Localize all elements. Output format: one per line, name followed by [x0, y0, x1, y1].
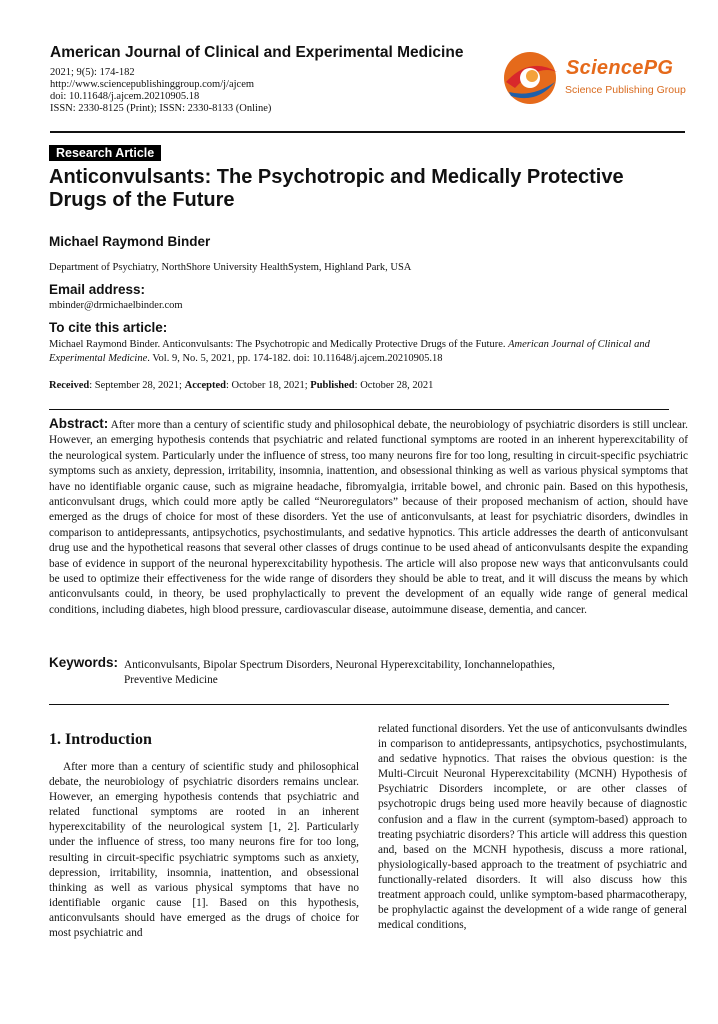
received-label: Received	[49, 380, 90, 391]
published-label: Published	[310, 380, 355, 391]
logo-subtitle: Science Publishing Group	[565, 84, 686, 96]
published-date: : October 28, 2021	[354, 380, 434, 391]
abstract-label: Abstract:	[49, 416, 109, 431]
citation-prefix: Michael Raymond Binder. Anticonvulsants: The Psychotropic and Medically Protective Drugs of the Future.	[49, 339, 509, 350]
abstract-block	[49, 416, 688, 618]
journal-title: American Journal of Clinical and Experimental Medicine	[50, 44, 464, 61]
citation-suffix: . Vol. 9, No. 5, 2021, pp. 174-182. doi: 10.11648/j.ajcem.20210905.18	[147, 353, 443, 364]
introduction-heading: 1. Introduction	[49, 731, 152, 748]
author-name: Michael Raymond Binder	[49, 234, 211, 249]
accepted-date: : October 18, 2021;	[226, 380, 311, 391]
email-heading: Email address:	[49, 282, 146, 297]
abstract-top-divider	[49, 409, 669, 410]
header-divider	[50, 131, 685, 133]
intro-left-column: After more than a century of scientific study and philosophical debate, the neurobiology of psychiatric disorders remains unclear. However, an emerging hypothesis contends that psychiatric and related functional symptoms are rooted in an inherent hyperexcitability of the neurological system [1, 2]. Particularly under the influence of stress, too many neurons fire for too long, resulting in circuit-specific psychiatric symptoms such as anxiety, depression, irritability, insomnia, inattention, and obsessional thinking as well as various physical symptoms that have no identifiable organic cause [1]. Based on this hypothesis, anticonvulsants should have emerged as the drugs of choice for most psychiatric and	[49, 761, 359, 940]
article-type-badge: Research Article	[49, 145, 161, 161]
keywords-line-1: Anticonvulsants, Bipolar Spectrum Disorders, Neuronal Hyperexcitability, Ionchannelopathies,	[124, 659, 555, 671]
keywords-label: Keywords:	[49, 655, 119, 670]
keywords-line-2: Preventive Medicine	[124, 674, 218, 687]
logo-title: SciencePG	[566, 57, 674, 79]
citation-text	[49, 338, 689, 366]
journal-volume-pages: 2021; 9(5): 174-182	[50, 67, 135, 78]
journal-doi: doi: 10.11648/j.ajcem.20210905.18	[50, 91, 200, 102]
email-address[interactable]: mbinder@drmichaelbinder.com	[49, 300, 183, 311]
accepted-label: Accepted	[184, 380, 227, 391]
article-dates	[49, 380, 433, 391]
abstract-text: After more than a century of scientific study and philosophical debate, the neurobiology of psychiatric disorders is still unclear. However, an emerging hypothesis contends that psychiatric and related functional symptoms are rooted in an inherent hyperexcitability of the neurological system. Particularly under the influence of stress, too many neurons fire for too long, resulting in circuit-specific psychiatric symptoms such as anxiety, depression, irritability, insomnia, inattention, and obsessional thinking as well as various physical symptoms that have no identifiable organic cause, such as migraine headache, fibromyalgia, irritable bowel, and chronic pain. Based on this hypothesis, anticonvulsant drugs, which could more aptly be called “Neuroregulators” because of their proposed mechanism of action, should have emerged as the drugs of choice for most of these disorders. Yet the use of anticonvulsants, at least for psychiatric disorders, dwindles in comparison to antidepressants, antipsychotics, psychostimulants, and sedative hypnotics. This article addresses the dearth of anticonvulsant drug use and the hypothetical reasons that several other classes of drugs continue to be used ahead of anticonvulsants despite the expanding base of evidence in support of the neuronal hyperexcitability hypothesis. The article will also propose new ways that anticonvulsants could be used to optimize their effectiveness for the wide range of disorders they should be able to treat, and it will discuss the means by which anticonvulsants could, in theory, be used prophylactically to prevent the development of an equally wide range of general medical conditions, including diabetes, high blood pressure, cardiovascular disease, autoimmune disease, dementia, and cancer.	[49, 419, 689, 616]
journal-issn: ISSN: 2330-8125 (Print); ISSN: 2330-8133 (Online)	[50, 103, 272, 114]
keywords-divider	[49, 704, 669, 705]
cite-heading: To cite this article:	[49, 320, 168, 335]
author-affiliation: Department of Psychiatry, NorthShore University HealthSystem, Highland Park, USA	[49, 262, 412, 273]
keywords-list	[124, 658, 644, 689]
intro-right-column: related functional disorders. Yet the use of anticonvulsants dwindles in comparison to antidepressants, antipsychotics, psychostimulants, and sedative hypnotics. That raises the obvious question: is the Multi-Circuit Neuronal Hyperexcitability (MCNH) Hypothesis of Psychiatric Disorders incomplete, or are other classes of psychotropic drugs being used more heavily because of diagnostic confusion and a flaw in the current (symptom-based) approach to treating psychiatric disorders? This article will address this question and, based on the MCNH hypothesis, discuss a more rational, physiologically-based approach to the treatment of psychiatric and functionally-related disorders. It will also discuss how this treatment approach could, unlike symptom-based pharmacotherapy, be prophylactic against the development of a wide range of general medical conditions,	[378, 723, 687, 932]
article-title: Anticonvulsants: The Psychotropic and Medically Protective Drugs of the Future	[49, 166, 624, 211]
received-date: : September 28, 2021;	[89, 380, 185, 391]
citation-journal: American Journal of Clinical and Experimental Medicine	[49, 339, 650, 364]
journal-url[interactable]: http://www.sciencepublishinggroup.com/j/ajcem	[50, 79, 255, 90]
